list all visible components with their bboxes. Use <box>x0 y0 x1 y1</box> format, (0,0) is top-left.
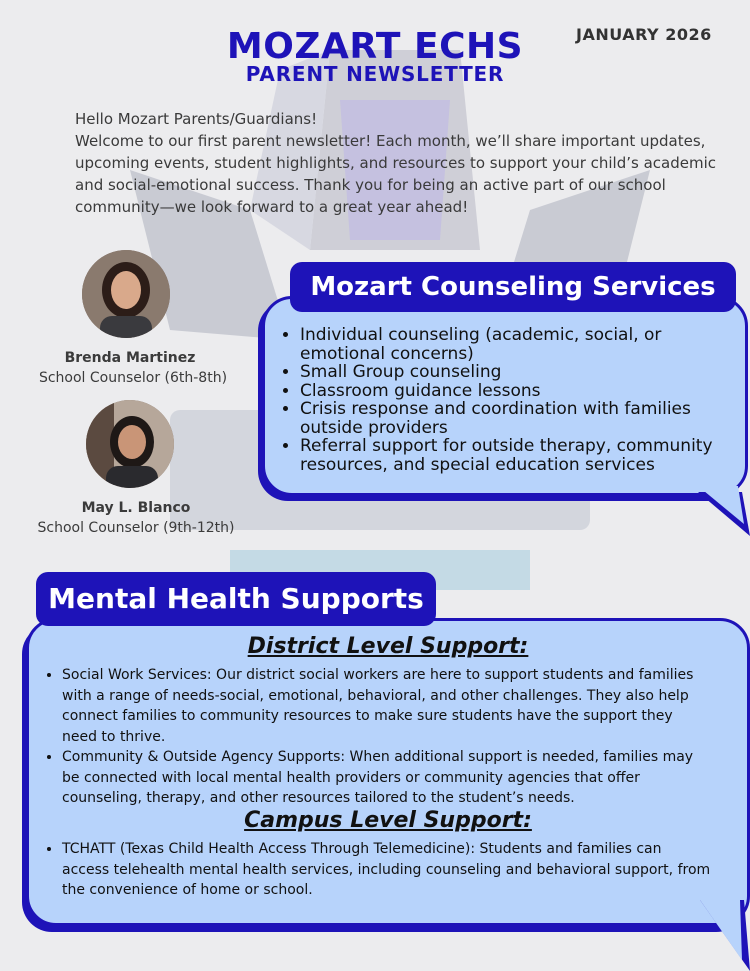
counselor-role: School Counselor (9th-12th) <box>37 520 235 536</box>
newsletter-date: JANUARY 2026 <box>576 25 712 44</box>
list-item: • Referral support for outside therapy, community resources, and special education services <box>300 437 750 474</box>
counselor-role: School Counselor (6th-8th) <box>38 370 228 386</box>
counselor-name: Brenda Martinez <box>64 350 196 366</box>
list-item: • Community & Outside Agency Supports: When additional support is needed, families may be connected with local mental health providers or community agencies that offer counseling, therapy, and other resources tailored to the student’s needs. <box>62 747 712 809</box>
campus-support-heading: Campus Level Support: <box>244 808 532 833</box>
intro-body: Welcome to our first parent newsletter! Each month, we’ll share important updates, upcoming events, student highlights, and resources to support your child’s academic and social-emotional success. Thank you for being an active part of our school community—we look forward to a great year ahead! <box>75 132 717 216</box>
intro-greeting: Hello Mozart Parents/Guardians! <box>75 110 318 128</box>
page-subtitle: PARENT NEWSLETTER <box>245 62 505 86</box>
intro-message <box>75 108 725 218</box>
speech-bubble-tail <box>700 900 750 971</box>
list-item: • Social Work Services: Our district social workers are here to support students and families with a range of needs-social, emotional, behavioral, and other challenges. They also help connect families to community resources to make sure students have the support they need to thrive. <box>62 665 712 747</box>
district-support-heading: District Level Support: <box>247 634 529 659</box>
list-item: • TCHATT (Texas Child Health Access Through Telemedicine): Students and families can access telehealth mental health services, including counseling and behavioral support, from the convenience of home or school. <box>62 839 712 901</box>
list-item: • Individual counseling (academic, social, or emotional concerns) <box>300 326 750 363</box>
counselor-photo-may <box>86 400 174 488</box>
district-support-list <box>44 665 712 809</box>
list-item: • Crisis response and coordination with families outside providers <box>300 400 750 437</box>
counselor-photo-brenda <box>82 250 170 338</box>
campus-support-list <box>44 839 712 901</box>
counseling-services-list <box>282 326 750 474</box>
counseling-services-heading: Mozart Counseling Services <box>290 262 736 312</box>
list-item: • Small Group counseling <box>300 363 750 382</box>
mental-health-heading: Mental Health Supports <box>36 572 436 626</box>
speech-bubble-tail <box>698 486 750 536</box>
list-item: • Classroom guidance lessons <box>300 382 750 401</box>
counselor-name: May L. Blanco <box>81 500 191 516</box>
page-title: MOZART ECHS <box>226 26 524 67</box>
